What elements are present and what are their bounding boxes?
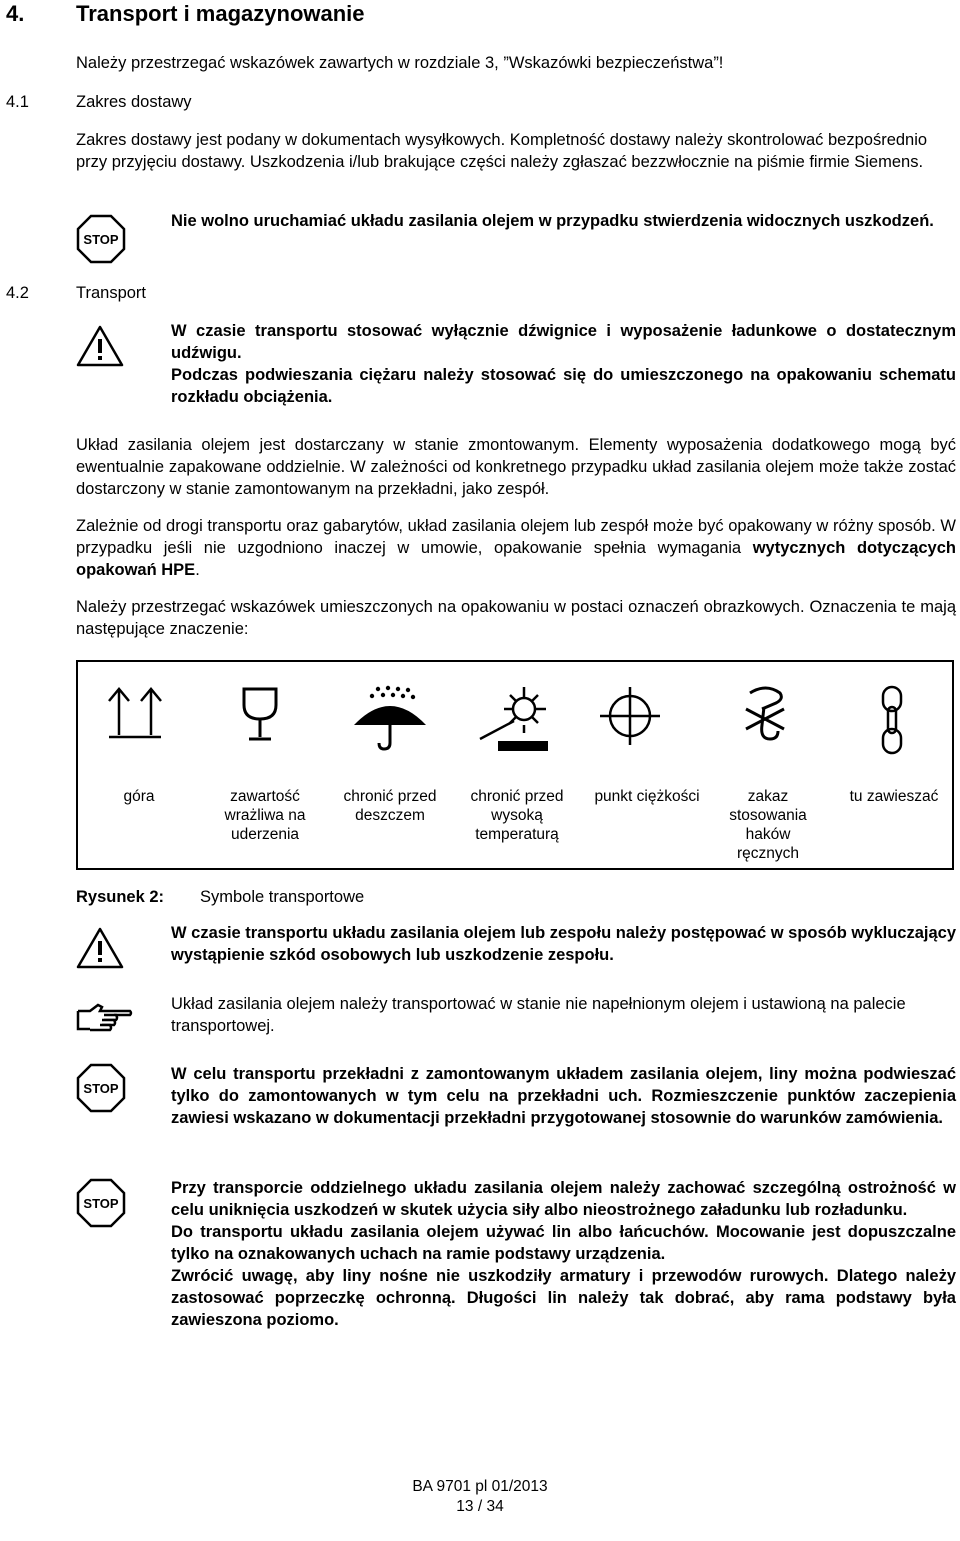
symbol-label-gravity: punkt ciężkości xyxy=(594,788,700,805)
stop-gearbox-lugs-text: W celu transportu przekładni z zamontowanym układem zasilania olejem, liny można podwieszać tylko do zamontowanych w tym celu na przekładni uch. xyxy=(171,1065,956,1105)
arrows-up-icon xyxy=(105,685,167,746)
stop-gearbox-transport xyxy=(171,1063,956,1129)
section-number: 4. xyxy=(6,1,25,26)
subsection-title-4-2: Transport xyxy=(76,284,146,302)
subsection-title-4-1: Zakres dostawy xyxy=(76,93,192,111)
warning-load-scheme-text: Podczas podwieszania ciężaru należy stosować się do umieszczonego na opakowaniu schematu rozkładu obciążenia. xyxy=(171,366,956,406)
center-of-gravity-icon xyxy=(598,685,662,752)
stop-icon xyxy=(76,1063,126,1113)
stop-protective-beam-text: Zwrócić uwagę, aby liny nośne nie uszkodziły armatury i przewodów rurowych. Dlatego należy zastosować poprzeczkę ochronną. Długości lin należy tak dobrać, aby rama podstawy była zawieszona poziomo. xyxy=(171,1267,956,1329)
svg-text:STOP: STOP xyxy=(83,1081,119,1096)
warning-icon xyxy=(76,927,124,969)
intro-note: Należy przestrzegać wskazówek zawartych w rozdziale 3, ”Wskazówki bezpieczeństwa”! xyxy=(76,54,724,72)
figure-label: Rysunek 2: xyxy=(76,888,165,906)
fragile-glass-icon xyxy=(240,685,280,748)
warning-lifting-gear xyxy=(171,320,956,408)
no-hooks-icon xyxy=(740,685,792,754)
stop-ropes-chains-text: Do transportu układu zasilania olejem używać lin albo łańcuchów. Mocowanie jest dopuszczalne tylko na oznakowanych uchach na ramie podstawy urządzenia. xyxy=(171,1223,956,1263)
stop-sling-points-text: Rozmieszczenie punktów zaczepienia zawiesi wskazano w dokumentacji przekładni przygotowanej stosownie do warunków zamówienia. xyxy=(171,1087,956,1127)
svg-text:STOP: STOP xyxy=(83,1196,119,1211)
packaging-paragraph xyxy=(76,515,956,581)
symbol-label-rain: chronić przed deszczem xyxy=(343,788,437,824)
packaging-text: Zależnie od drogi transportu oraz gabarytów, układ zasilania olejem lub zespół może być opakowany w różny sposób. W przypadku jeśli nie uzgodniono inaczej w umowie, opakowanie spełnia wymagania xyxy=(76,517,956,557)
symbol-label-no-hooks: zakaz stosowania haków ręcznych xyxy=(729,788,807,862)
warning-icon xyxy=(76,325,124,367)
assembly-paragraph: Układ zasilania olejem jest dostarczany w stanie zmontowanym. Elementy wyposażenia dodatkowego mogą być ewentualnie zapakowane oddzielnie. W zależności od konkretnego przypadku układ zasilania olejem może także zostać dostarczony w stanie zamontowanym na przekładni, jako zespół. xyxy=(76,436,956,498)
pictograms-paragraph: Należy przestrzegać wskazówek umieszczonych na opakowaniu w postaci oznaczeń obrazkowych. Oznaczenia te mają następujące znaczenie: xyxy=(76,598,956,638)
stop-icon xyxy=(76,214,126,264)
footer-page-number: 13 / 34 xyxy=(456,1498,504,1515)
warning-lifting-gear-text: W czasie transportu stosować wyłącznie dźwignice i wyposażenie ładunkowe o dostatecznym udźwigu. xyxy=(171,322,956,362)
symbol-label-heat: chronić przed wysoką temperaturą xyxy=(470,788,564,843)
warning-personal-injury: W czasie transportu układu zasilania olejem lub zespołu należy postępować w sposób wykluczający wystąpienie szkód osobowych lub uszkodzenie zespołu. xyxy=(171,924,956,964)
footer-doc-id: BA 9701 pl 01/2013 xyxy=(412,1478,548,1495)
figure-caption: Symbole transportowe xyxy=(200,888,365,906)
symbol-label-fragile: zawartość wrażliwa na uderzenia xyxy=(224,788,306,843)
delivery-paragraph: Zakres dostawy jest podany w dokumentach wysyłkowych. Kompletność dostawy należy skontrolować bezpośrednio przy przyjęciu dostawy. Uszkodzenia i/lub brakujące części należy zgłaszać bezzwłocznie na piśmie firmie Siemens. xyxy=(76,131,928,171)
packaging-hpe-guidelines: wytycznych dotyczących opakowań HPE xyxy=(76,539,956,579)
svg-text:STOP: STOP xyxy=(83,232,119,247)
stop-separate-unit-transport xyxy=(171,1177,956,1331)
footer xyxy=(0,1477,960,1517)
symbol-label-sling-here: tu zawieszać xyxy=(849,788,939,805)
umbrella-rain-icon xyxy=(350,685,430,756)
stop-icon xyxy=(76,1178,126,1228)
subsection-number-4-1: 4.1 xyxy=(6,93,29,111)
chain-icon xyxy=(877,685,907,760)
section-title: Transport i magazynowanie xyxy=(76,1,365,26)
stop-careful-handling-text: Przy transporcie oddzielnego układu zasilania olejem należy zachować szczególną ostrożność w celu uniknięcia uszkodzeń w skutek użycia siły albo nieostrożnego załadunku lub rozładunku. xyxy=(171,1179,956,1219)
pointing-hand-icon xyxy=(76,1003,134,1033)
packaging-end: . xyxy=(195,561,200,579)
stop-note-damage: Nie wolno uruchamiać układu zasilania olejem w przypadku stwierdzenia widocznych uszkodzeń. xyxy=(171,212,934,230)
note-empty-oil-pallet: Układ zasilania olejem należy transportować w stanie nie napełnionym olejem i ustawioną na palecie transportowej. xyxy=(171,995,906,1035)
sun-heat-icon xyxy=(478,685,560,758)
symbol-label-up: góra xyxy=(123,788,155,805)
subsection-number-4-2: 4.2 xyxy=(6,284,29,302)
